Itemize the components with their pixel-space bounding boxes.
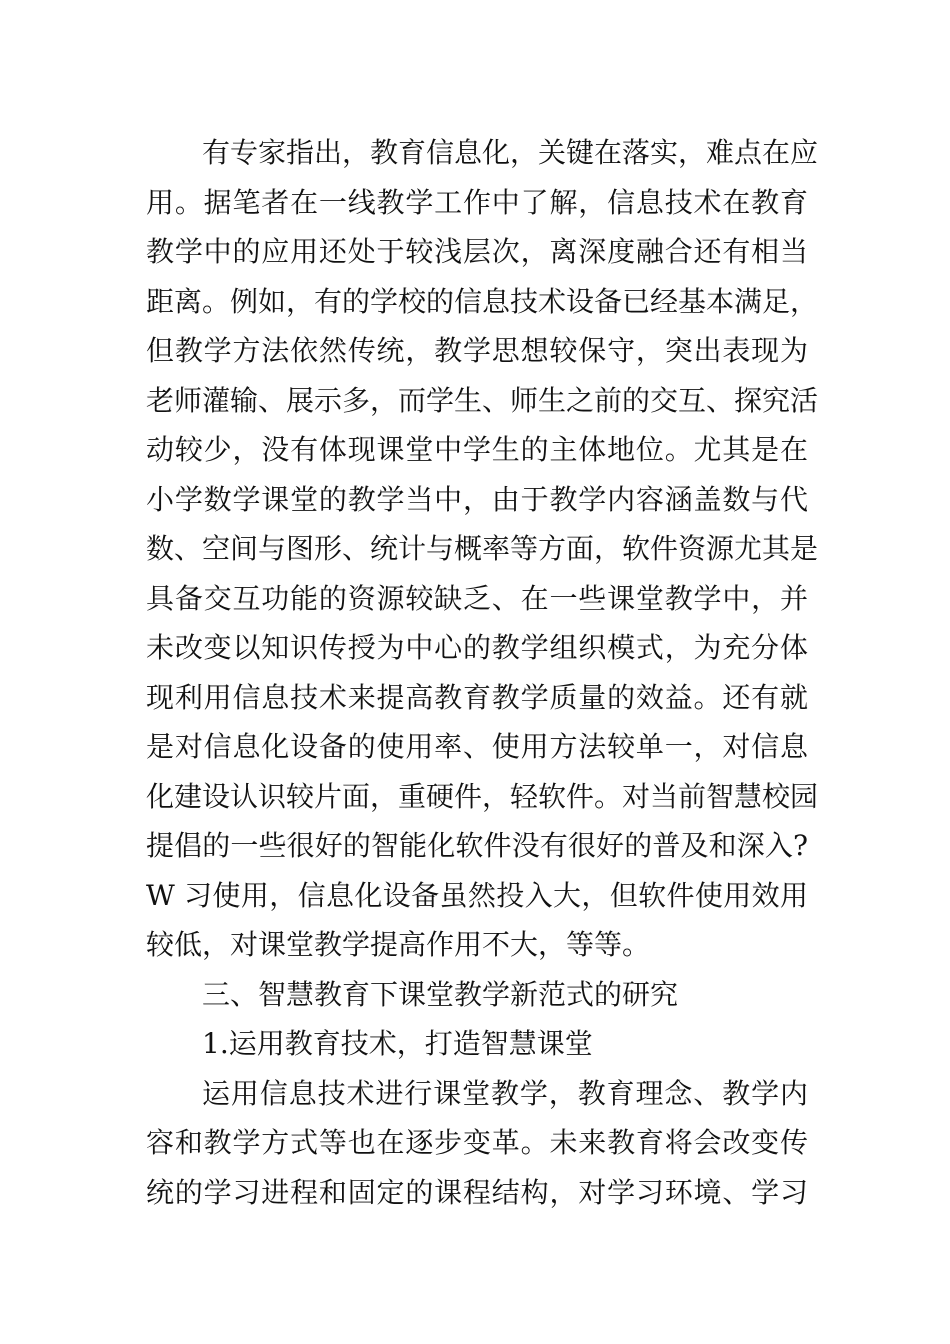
paragraph-line: 提倡的一些很好的智能化软件没有很好的普及和深入? — [146, 829, 808, 862]
paragraph-line: 现利用信息技术来提高教育教学质量的效益。还有就 — [146, 680, 808, 714]
paragraph-line: 化建设认识较片面，重硬件，轻软件。对当前智慧校园 — [146, 779, 819, 813]
document-body — [146, 128, 819, 1217]
paragraph-line: 未改变以知识传授为中心的教学组织模式，为充分体 — [146, 631, 808, 664]
paragraph-line: 老师灌输、展示多，而学生、师生之前的交互、探究活 — [146, 383, 819, 417]
paragraph-line: 统的学习进程和固定的课程结构，对学习环境、学习 — [146, 1175, 808, 1209]
paragraph-line: 动较少，没有体现课堂中学生的主体地位。尤其是在 — [146, 433, 808, 466]
paragraph-line: 教学中的应用还处于较浅层次，离深度融合还有相当 — [146, 235, 808, 268]
paragraph-line: 小学数学课堂的教学当中，由于教学内容涵盖数与代 — [146, 482, 808, 516]
paragraph-line: 数、空间与图形、统计与概率等方面，软件资源尤其是 — [146, 532, 819, 565]
paragraph-line: 但教学方法依然传统，教学思想较保守，突出表现为 — [146, 334, 808, 367]
paragraph-line: 用。据笔者在一线教学工作中了解，信息技术在教育 — [146, 185, 808, 219]
paragraph-line: W 习使用，信息化设备虽然投入大，但软件使用效用 — [146, 878, 808, 912]
paragraph-line: 较低，对课堂教学提高作用不大，等等。 — [146, 928, 651, 961]
paragraph-line: 运用信息技术进行课堂教学，教育理念、教学内 — [202, 1076, 808, 1110]
section-heading: 三、智慧教育下课堂教学新范式的研究 — [202, 977, 679, 1011]
paragraph-line: 距离。例如，有的学校的信息技术设备已经基本满足， — [146, 284, 819, 318]
paragraph-line: 容和教学方式等也在逐步变革。未来教育将会改变传 — [146, 1126, 808, 1159]
paragraph-line: 具备交互功能的资源较缺乏、在一些课堂教学中，并 — [146, 581, 808, 615]
paragraph-line: 是对信息化设备的使用率、使用方法较单一，对信息 — [146, 730, 808, 763]
subsection-heading: 1.运用教育技术，打造智慧课堂 — [202, 1027, 593, 1060]
paragraph-line: 有专家指出，教育信息化，关键在落实，难点在应 — [202, 136, 819, 169]
